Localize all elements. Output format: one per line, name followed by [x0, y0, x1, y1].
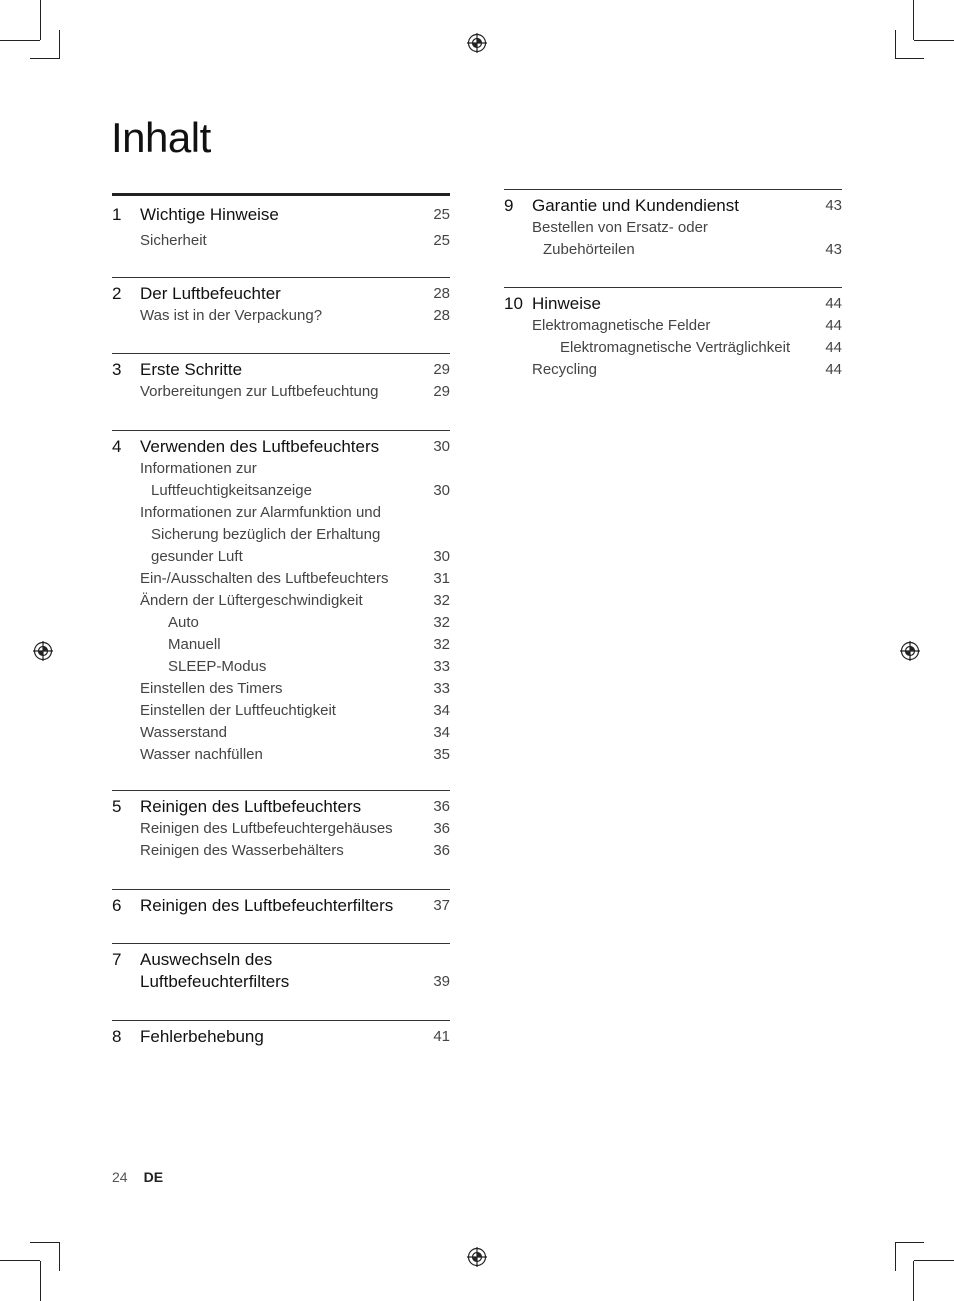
page-ref: 25 — [433, 232, 450, 249]
section-divider — [112, 790, 450, 791]
page-title: Inhalt — [111, 114, 211, 161]
page-footer — [112, 1169, 163, 1185]
page-ref: 44 — [825, 317, 842, 334]
toc-section-10 — [504, 287, 842, 397]
page-ref: 28 — [433, 307, 450, 324]
toc-section-3 — [112, 353, 450, 430]
crop-mark — [40, 1261, 41, 1301]
toc-entry[interactable] — [112, 283, 450, 305]
section-title: Fehlerbehebung — [140, 1027, 264, 1046]
toc-section-4 — [112, 430, 450, 790]
toc-entry[interactable] — [112, 436, 450, 458]
page-ref: 30 — [433, 438, 450, 455]
subentry-text: Einstellen des Timers — [140, 680, 283, 697]
section-number: 4 — [112, 437, 122, 456]
page-ref: 31 — [433, 570, 450, 587]
toc-section-1 — [112, 193, 450, 277]
page-ref: 32 — [433, 592, 450, 609]
toc-subentry[interactable] — [112, 458, 450, 502]
section-number: 3 — [112, 360, 122, 379]
section-title: Hinweise — [532, 294, 601, 313]
section-divider — [112, 193, 450, 196]
toc-subentry[interactable] — [112, 656, 450, 678]
section-number: 9 — [504, 196, 514, 215]
subentry-text: Informationen zur — [140, 460, 257, 477]
page-ref: 32 — [433, 614, 450, 631]
page-ref: 29 — [433, 361, 450, 378]
crop-mark — [895, 30, 896, 59]
subentry-text: Was ist in der Verpackung? — [140, 307, 323, 324]
section-divider — [504, 287, 842, 288]
toc-subentry[interactable] — [112, 840, 450, 862]
language-code: DE — [143, 1169, 164, 1185]
subentry-text: Recycling — [532, 361, 598, 378]
page-ref: 43 — [825, 197, 842, 214]
toc-subentry[interactable] — [112, 612, 450, 634]
subentry-text: Einstellen der Luftfeuchtigkeit — [140, 702, 336, 719]
page-ref: 35 — [433, 746, 450, 763]
page-ref: 30 — [433, 548, 450, 565]
crop-mark — [895, 1242, 924, 1243]
subentry-text: SLEEP-Modus — [168, 658, 267, 675]
toc-section-7 — [112, 943, 450, 1020]
toc-subentry[interactable] — [112, 818, 450, 840]
subentry-text: Informationen zur Alarmfunktion und — [140, 504, 381, 521]
page-ref: 41 — [433, 1028, 450, 1045]
section-title-continued: Luftbefeuchterfilters — [140, 972, 290, 991]
toc-subentry[interactable] — [112, 678, 450, 700]
toc-subentry[interactable] — [112, 305, 450, 327]
crop-mark — [30, 1242, 59, 1243]
toc-left-column — [112, 193, 450, 1060]
registration-mark-icon — [467, 33, 487, 53]
registration-mark-icon — [467, 1247, 487, 1267]
subentry-text-continued: gesunder Luft — [151, 548, 243, 565]
subentry-text: Wasserstand — [140, 724, 227, 741]
subentry-text: Auto — [168, 614, 199, 631]
toc-section-2 — [112, 277, 450, 353]
page-ref: 43 — [825, 241, 842, 258]
section-title: Der Luftbefeuchter — [140, 284, 281, 303]
section-divider — [504, 189, 842, 190]
toc-entry[interactable] — [112, 359, 450, 381]
crop-mark — [895, 58, 924, 59]
section-number: 2 — [112, 284, 122, 303]
section-number: 6 — [112, 896, 122, 915]
subentry-text: Manuell — [168, 636, 221, 653]
subentry-text: Bestellen von Ersatz- oder — [532, 219, 708, 236]
toc-entry[interactable] — [112, 949, 450, 993]
page-ref: 25 — [433, 206, 450, 223]
toc-section-6 — [112, 889, 450, 943]
section-divider — [112, 943, 450, 944]
page-ref: 44 — [825, 295, 842, 312]
page-ref: 37 — [433, 897, 450, 914]
page-ref: 39 — [433, 973, 450, 990]
page-ref: 29 — [433, 383, 450, 400]
page-ref: 33 — [433, 680, 450, 697]
section-title: Reinigen des Luftbefeuchters — [140, 797, 362, 816]
toc-subentry[interactable] — [504, 337, 842, 359]
page-ref: 34 — [433, 702, 450, 719]
section-title: Erste Schritte — [140, 360, 243, 379]
toc-right-column — [504, 189, 842, 397]
crop-mark — [59, 30, 60, 59]
toc-subentry[interactable] — [504, 217, 842, 261]
page-ref: 44 — [825, 339, 842, 356]
subentry-text-continued: Zubehörteilen — [543, 241, 635, 258]
section-title: Wichtige Hinweise — [140, 205, 279, 224]
section-divider — [112, 277, 450, 278]
subentry-text: Sicherheit — [140, 232, 207, 249]
section-title: Auswechseln des — [140, 950, 273, 969]
crop-mark — [913, 0, 914, 40]
crop-mark — [0, 1260, 40, 1261]
page-ref: 28 — [433, 285, 450, 302]
toc-subentry[interactable] — [504, 359, 842, 381]
section-number: 5 — [112, 797, 122, 816]
toc-subentry[interactable] — [112, 722, 450, 744]
page-ref: 32 — [433, 636, 450, 653]
page-ref: 44 — [825, 361, 842, 378]
subentry-text-continued: Luftfeuchtigkeitsanzeige — [151, 482, 312, 499]
crop-mark — [30, 58, 59, 59]
section-title: Garantie und Kundendienst — [532, 196, 739, 215]
toc-section-5 — [112, 790, 450, 889]
registration-mark-icon — [900, 641, 920, 661]
section-divider — [112, 430, 450, 431]
page-ref: 30 — [433, 482, 450, 499]
crop-mark — [914, 1260, 954, 1261]
toc-subentry[interactable] — [504, 315, 842, 337]
section-divider — [112, 353, 450, 354]
subentry-text: Reinigen des Wasserbehälters — [140, 842, 344, 859]
section-divider — [112, 1020, 450, 1021]
registration-mark-icon — [33, 641, 53, 661]
page-ref: 33 — [433, 658, 450, 675]
page-ref: 36 — [433, 798, 450, 815]
section-number: 7 — [112, 950, 122, 969]
crop-mark — [0, 40, 40, 41]
toc-subentry[interactable] — [112, 502, 450, 568]
toc-subentry[interactable] — [112, 700, 450, 722]
section-number: 8 — [112, 1027, 122, 1046]
subentry-text: Ändern der Lüftergeschwindigkeit — [140, 592, 363, 609]
toc-subentry[interactable] — [112, 381, 450, 403]
toc-entry[interactable] — [504, 195, 842, 217]
toc-section-8 — [112, 1020, 450, 1060]
section-number: 10 — [504, 294, 523, 313]
toc-entry[interactable] — [112, 796, 450, 818]
subentry-text: Vorbereitungen zur Luftbefeuchtung — [140, 383, 379, 400]
crop-mark — [913, 1261, 914, 1301]
page-number: 24 — [112, 1169, 128, 1185]
section-number: 1 — [112, 205, 122, 224]
subentry-text: Wasser nachfüllen — [140, 746, 263, 763]
subentry-text: Ein-/Ausschalten des Luftbefeuchters — [140, 570, 389, 587]
page-ref: 36 — [433, 820, 450, 837]
section-title: Reinigen des Luftbefeuchterfilters — [140, 896, 394, 915]
subentry-text: Elektromagnetische Verträglichkeit — [560, 339, 791, 356]
section-divider — [112, 889, 450, 890]
page-ref: 36 — [433, 842, 450, 859]
toc-subentry[interactable] — [112, 634, 450, 656]
page-ref: 34 — [433, 724, 450, 741]
crop-mark — [895, 1242, 896, 1271]
crop-mark — [59, 1242, 60, 1271]
subentry-text-continued: Sicherung bezüglich der Erhaltung — [151, 526, 381, 543]
crop-mark — [914, 40, 954, 41]
subentry-text: Elektromagnetische Felder — [532, 317, 711, 334]
toc-entry[interactable] — [112, 895, 450, 917]
toc-subentry[interactable] — [112, 590, 450, 612]
toc-entry[interactable] — [504, 293, 842, 315]
crop-mark — [40, 0, 41, 40]
subentry-text: Reinigen des Luftbefeuchtergehäuses — [140, 820, 393, 837]
toc-section-9 — [504, 189, 842, 287]
toc-subentry[interactable] — [112, 744, 450, 766]
section-title: Verwenden des Luftbefeuchters — [140, 437, 380, 456]
toc-subentry[interactable] — [112, 230, 450, 252]
toc-subentry[interactable] — [112, 568, 450, 590]
toc-entry[interactable] — [112, 1026, 450, 1048]
toc-entry[interactable] — [112, 204, 450, 226]
